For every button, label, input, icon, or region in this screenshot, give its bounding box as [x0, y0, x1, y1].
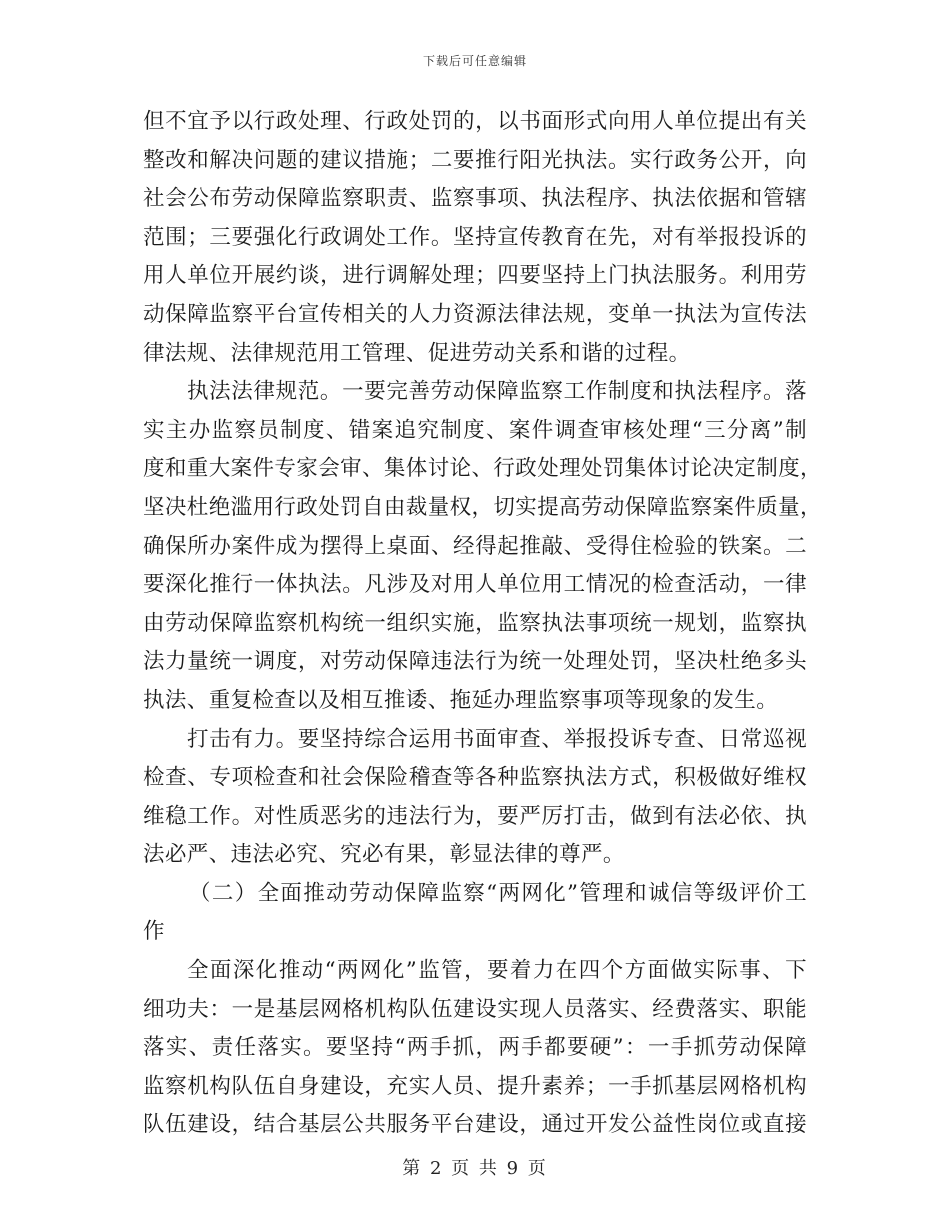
text-line: 范围；三要强化行政调处工作。坚持宣传教育在先，对有举报投诉的 — [143, 224, 807, 250]
text-line: 作 — [143, 919, 165, 945]
text-line: 实主办监察员制度、错案追究制度、案件调查审核处理“三分离”制 — [143, 417, 807, 443]
text-line: 要深化推行一体执法。凡涉及对用人单位用工情况的检查活动，一律 — [143, 572, 807, 598]
text-line: 执法、重复检查以及相互推诿、拖延办理监察事项等现象的发生。 — [143, 687, 779, 713]
text-line: 维稳工作。对性质恶劣的违法行为，要严厉打击，做到有法必依、执 — [143, 803, 807, 829]
text-line: （二）全面推动劳动保障监察“两网化”管理和诚信等级评价工 — [189, 880, 807, 906]
text-line: 队伍建设，结合基层公共服务平台建设，通过开发公益性岗位或直接 — [143, 1112, 807, 1138]
text-line: 用人单位开展约谈，进行调解处理；四要坚持上门执法服务。利用劳 — [143, 263, 807, 289]
text-line: 法必严、违法必究、究必有果，彰显法律的尊严。 — [143, 842, 625, 868]
text-line: 打击有力。要坚持综合运用书面审查、举报投诉专查、日常巡视 — [187, 726, 807, 752]
text-line: 社会公布劳动保障监察职责、监察事项、执法程序、执法依据和管辖 — [143, 186, 807, 212]
text-line: 坚决杜绝滥用行政处罚自由裁量权，切实提高劳动保障监察案件质量， — [143, 494, 822, 520]
text-line: 监察机构队伍自身建设，充实人员、提升素养；一手抓基层网格机构 — [143, 1073, 807, 1099]
text-line: 法力量统一调度，对劳动保障违法行为统一处理处罚，坚决杜绝多头 — [143, 649, 807, 675]
text-line: 落实、责任落实。要坚持“两手抓，两手都要硬”：一手抓劳动保障 — [143, 1035, 807, 1061]
text-line: 整改和解决问题的建议措施；二要推行阳光执法。实行政务公开，向 — [143, 147, 807, 173]
text-line: 全面深化推动“两网化”监管，要着力在四个方面做实际事、下 — [187, 958, 807, 984]
document-body — [143, 103, 822, 1145]
text-line: 律法规、法律规范用工管理、促进劳动关系和谐的过程。 — [143, 340, 691, 366]
text-line: 执法法律规范。一要完善劳动保障监察工作制度和执法程序。落 — [187, 379, 807, 405]
page-header: 下载后可任意编辑 — [422, 54, 527, 68]
text-line: 由劳动保障监察机构统一组织实施，监察执法事项统一规划，监察执 — [143, 610, 807, 636]
text-line: 检查、专项检查和社会保险稽查等各种监察执法方式，积极做好维权 — [143, 765, 807, 791]
text-line: 但不宜予以行政处理、行政处罚的，以书面形式向用人单位提出有关 — [143, 109, 807, 134]
text-line: 动保障监察平台宣传相关的人力资源法律法规，变单一执法为宣传法 — [143, 301, 807, 327]
text-line: 细功夫：一是基层网格机构队伍建设实现人员落实、经费落实、职能 — [143, 996, 807, 1022]
text-line: 度和重大案件专家会审、集体讨论、行政处理处罚集体讨论决定制度， — [143, 456, 822, 482]
page-footer: 第 2 页 共 9 页 — [402, 1158, 548, 1179]
text-line: 确保所办案件成为摆得上桌面、经得起推敲、受得住检验的铁案。二 — [143, 533, 807, 559]
